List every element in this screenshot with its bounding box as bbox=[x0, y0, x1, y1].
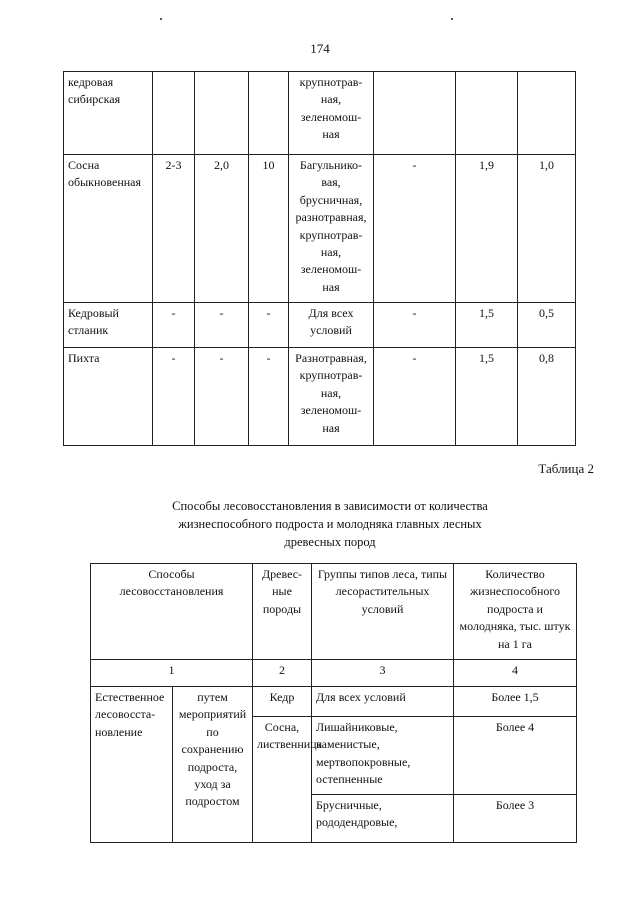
quantity-cell: Более 4 bbox=[454, 717, 577, 795]
forest-types-cell: крупнотрав-ная, зеленомош-ная bbox=[289, 72, 374, 155]
value-cell: 2-3 bbox=[153, 155, 195, 303]
table-row bbox=[64, 303, 576, 348]
method-cell: Естественное лесовосста-новление bbox=[91, 687, 173, 843]
header-cell: Количество жизнеспособного подроста и молодняка, тыс. штук на 1 га bbox=[454, 564, 577, 660]
table-title-line: древесных пород bbox=[284, 535, 376, 550]
value-cell: 10 bbox=[249, 155, 289, 303]
species-table bbox=[63, 71, 576, 446]
value-cell: - bbox=[153, 303, 195, 348]
reforestation-methods-table bbox=[90, 563, 577, 843]
submethod-cell: путем мероприятий по сохранению подроста, уход за подростом bbox=[173, 687, 253, 843]
value-cell: - bbox=[249, 303, 289, 348]
table-row bbox=[91, 687, 577, 717]
page-number: 174 bbox=[310, 41, 330, 56]
value-cell: 1,5 bbox=[456, 348, 518, 446]
value-cell bbox=[374, 72, 456, 155]
column-number: 4 bbox=[454, 660, 577, 687]
conditions-cell: Для всех условий bbox=[312, 687, 454, 717]
table-row bbox=[64, 72, 576, 155]
species-name-cell: Пихта bbox=[64, 348, 153, 446]
value-cell bbox=[456, 72, 518, 155]
value-cell: - bbox=[153, 348, 195, 446]
value-cell bbox=[249, 72, 289, 155]
table-title-line: жизнеспособного подроста и молодняка главных лесных bbox=[178, 517, 482, 532]
value-cell: 1,9 bbox=[456, 155, 518, 303]
forest-types-cell: Для всех условий bbox=[289, 303, 374, 348]
header-cell: Древес-ные породы bbox=[253, 564, 312, 660]
header-row bbox=[91, 564, 577, 660]
value-cell: 0,5 bbox=[518, 303, 576, 348]
value-cell: - bbox=[195, 303, 249, 348]
quantity-cell: Более 3 bbox=[454, 795, 577, 843]
value-cell: 0,8 bbox=[518, 348, 576, 446]
species-cell: Сосна, лиственница bbox=[253, 717, 312, 795]
value-cell bbox=[518, 72, 576, 155]
value-cell: - bbox=[374, 348, 456, 446]
table-title-line: Способы лесовосстановления в зависимости от количества bbox=[172, 499, 488, 513]
table-title bbox=[160, 497, 500, 551]
table-row bbox=[64, 348, 576, 446]
forest-types-cell: Разнотравная, крупнотрав-ная, зеленомош-ная bbox=[289, 348, 374, 446]
species-cell: Кедр bbox=[253, 687, 312, 717]
forest-types-cell: Багульнико-вая, брусничная, разнотравная, крупнотрав-ная, зеленомош-ная bbox=[289, 155, 374, 303]
column-number: 3 bbox=[312, 660, 454, 687]
column-number-row bbox=[91, 660, 577, 687]
value-cell: 1,5 bbox=[456, 303, 518, 348]
header-cell: Группы типов леса, типы лесорастительных условий bbox=[312, 564, 454, 660]
header-cell: Способы лесовосстановления bbox=[91, 564, 253, 660]
value-cell: - bbox=[374, 155, 456, 303]
conditions-cell: Лишайниковые, каменистые, мертвопокровные, остепненные bbox=[312, 717, 454, 795]
value-cell: - bbox=[249, 348, 289, 446]
scan-dot bbox=[451, 18, 453, 20]
table-row bbox=[64, 155, 576, 303]
value-cell: - bbox=[374, 303, 456, 348]
species-name-cell: Кедровый стланик bbox=[64, 303, 153, 348]
conditions-cell: Брусничные, рододендровые, bbox=[312, 795, 454, 843]
column-number: 1 bbox=[91, 660, 253, 687]
species-cell bbox=[253, 795, 312, 843]
column-number: 2 bbox=[253, 660, 312, 687]
species-name-cell: Сосна обыкновенная bbox=[64, 155, 153, 303]
value-cell bbox=[153, 72, 195, 155]
value-cell bbox=[195, 72, 249, 155]
table-caption: Таблица 2 bbox=[538, 461, 594, 476]
scan-dot bbox=[160, 18, 162, 20]
quantity-cell: Более 1,5 bbox=[454, 687, 577, 717]
value-cell: 1,0 bbox=[518, 155, 576, 303]
value-cell: 2,0 bbox=[195, 155, 249, 303]
value-cell: - bbox=[195, 348, 249, 446]
species-name-cell: кедровая сибирская bbox=[64, 72, 153, 155]
